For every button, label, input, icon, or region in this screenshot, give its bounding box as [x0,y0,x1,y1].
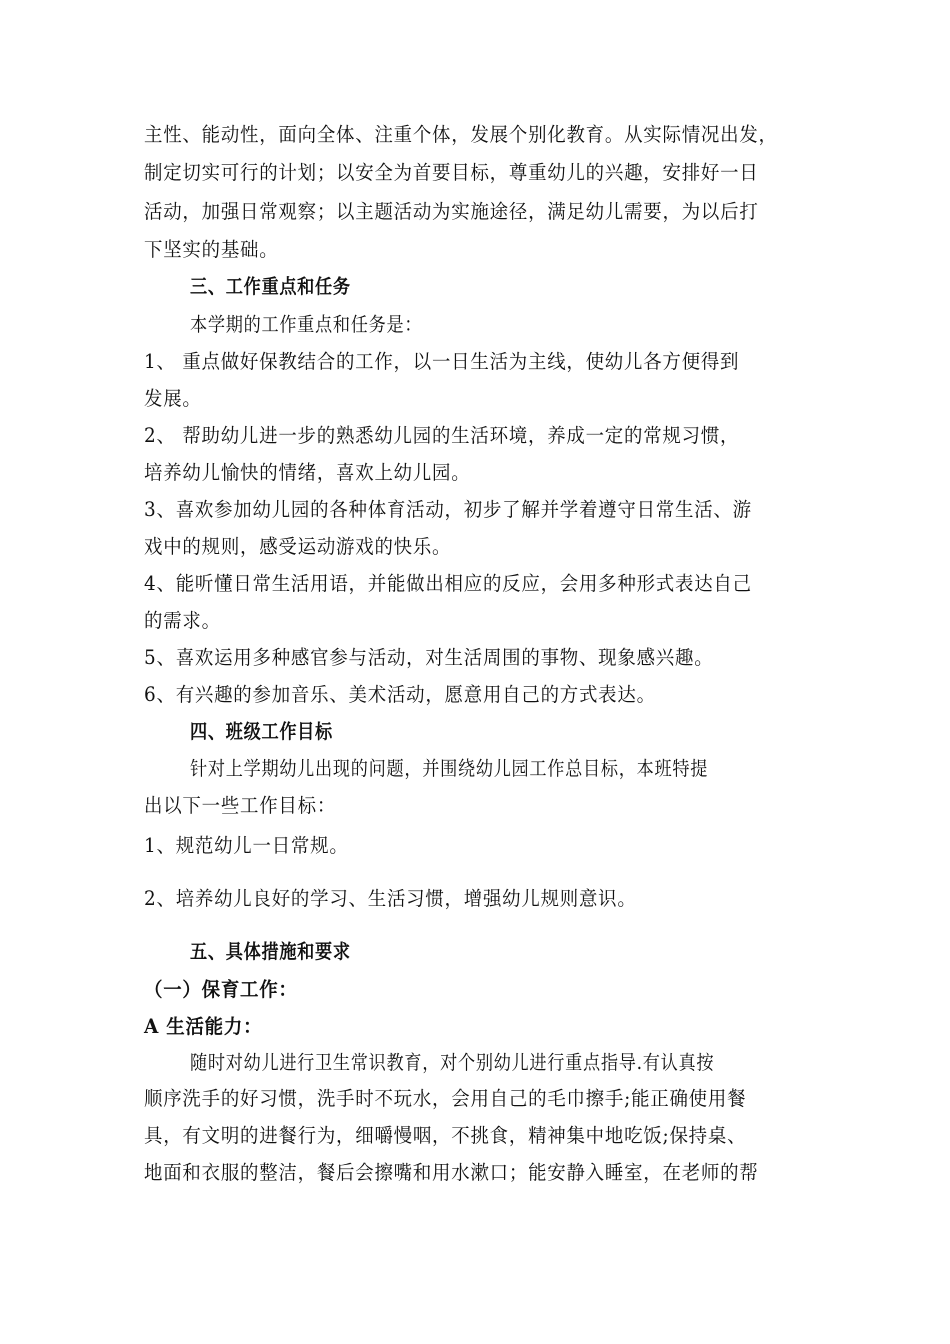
section-heading: 四、班级工作目标 [190,720,333,743]
list-item: 1、规范幼儿一日常规。 [144,834,349,857]
list-item: 3、喜欢参加幼儿园的各种体育活动，初步了解并学着遵守日常生活、游 [144,498,752,521]
list-item: 2、 帮助幼儿进一步的熟悉幼儿园的生活环境，养成一定的常规习惯， [144,424,740,447]
body-text-line: 戏中的规则，感受运动游戏的快乐。 [144,535,452,558]
body-text-line: 具，有文明的进餐行为，细嚼慢咽，不挑食，精神集中地吃饭;保持桌、 [144,1124,747,1147]
section-heading: 五、具体措施和要求 [190,940,351,963]
body-text-line: 发展。 [144,387,202,410]
body-text-line: 针对上学期幼儿出现的问题，并围绕幼儿园工作总目标，本班特提 [190,757,709,780]
body-text-line: 本学期的工作重点和任务是： [190,313,423,336]
list-item: 6、有兴趣的参加音乐、美术活动，愿意用自己的方式表达。 [144,683,656,706]
subsection-heading: A 生活能力： [144,1015,263,1038]
list-item: 4、能听懂日常生活用语，并能做出相应的反应，会用多种形式表达自己 [144,572,752,595]
body-text-line: 顺序洗手的好习惯，洗手时不玩水，会用自己的毛巾擦手;能正确使用餐 [144,1087,747,1110]
body-text-line: 地面和衣服的整洁，餐后会擦嘴和用水漱口；能安静入睡室，在老师的帮 [144,1161,759,1184]
body-text-line: 出以下一些工作目标： [144,794,337,817]
list-item: 1、 重点做好保教结合的工作，以一日生活为主线，使幼儿各方便得到 [144,350,740,373]
body-text-line: 活动，加强日常观察；以主题活动为实施途径，满足幼儿需要，为以后打 [144,200,759,223]
body-text-line: 制定切实可行的计划；以安全为首要目标，尊重幼儿的兴趣，安排好一日 [144,161,759,184]
body-text-line: 的需求。 [144,609,221,632]
body-text-line: 下坚实的基础。 [144,238,279,261]
list-item: 2、培养幼儿良好的学习、生活习惯，增强幼儿规则意识。 [144,887,637,910]
body-text-line: 主性、能动性，面向全体、注重个体，发展个别化教育。从实际情况出发， [144,123,778,146]
list-item: 5、喜欢运用多种感官参与活动，对生活周围的事物、现象感兴趣。 [144,646,714,669]
section-heading: 三、工作重点和任务 [190,275,351,298]
body-text-line: 随时对幼儿进行卫生常识教育，对个别幼儿进行重点指导.有认真按 [190,1051,715,1074]
subsection-heading: （一）保育工作： [144,978,298,1001]
body-text-line: 培养幼儿愉快的情绪，喜欢上幼儿园。 [144,461,471,484]
